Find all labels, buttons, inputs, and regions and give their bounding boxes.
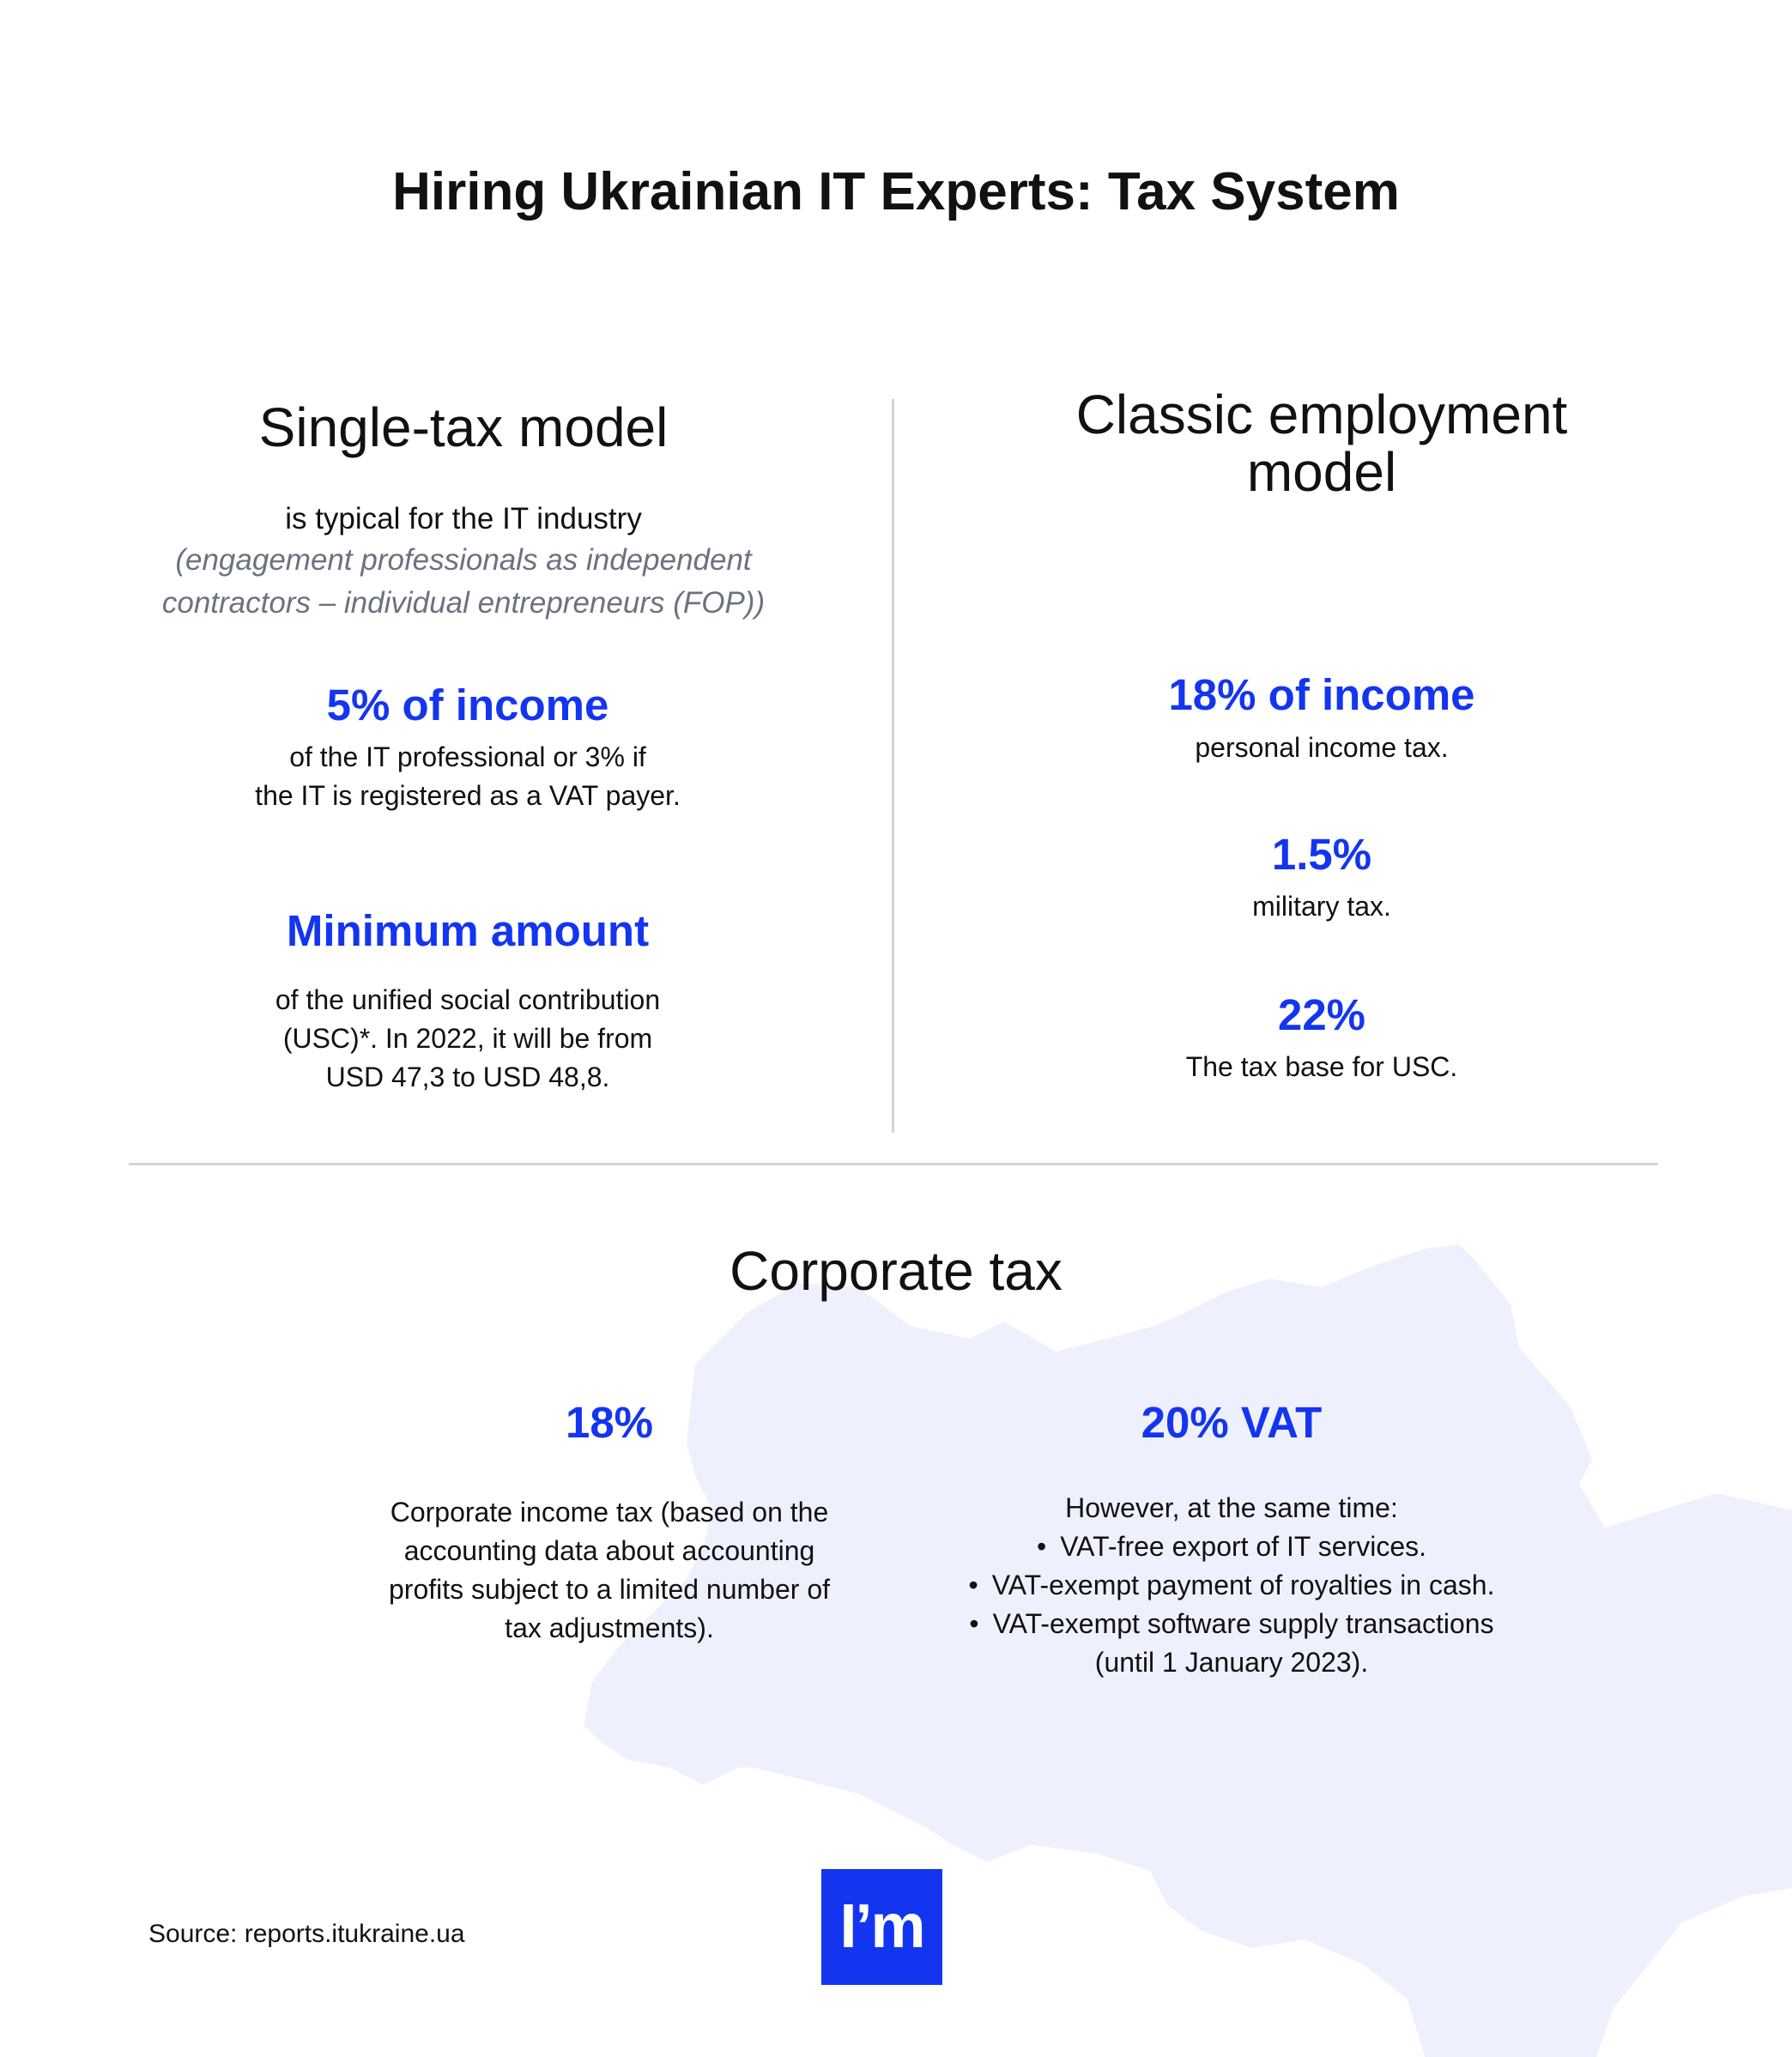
classic-heading-line1: Classic employment: [1075, 384, 1568, 445]
single-tax-min-desc-line3: USD 47,3 to USD 48,8.: [325, 1062, 610, 1092]
classic-item-desc: personal income tax.: [1195, 732, 1449, 763]
classic-item-value: 22%: [1277, 990, 1366, 1039]
single-tax-intro: is typical for the IT industry: [285, 502, 642, 535]
horizontal-divider: [129, 1163, 1658, 1165]
single-tax-min-desc-line1: of the unified social contribution: [275, 984, 661, 1015]
vat-bullet-list: [875, 1528, 1588, 1643]
single-tax-rate-desc-line1: of the IT professional or 3% if: [289, 741, 646, 772]
vat-intro: However, at the same time:: [1065, 1492, 1398, 1523]
vat-bullet-item: • VAT-free export of IT services.: [875, 1528, 1588, 1566]
corporate-heading: Corporate tax: [730, 1240, 1062, 1302]
classic-item-value: 1.5%: [1271, 830, 1372, 879]
single-tax-rate-desc-line2: the IT is registered as a VAT payer.: [255, 780, 681, 811]
single-tax-min-desc-line2: (USC)*. In 2022, it will be from: [282, 1023, 653, 1054]
single-tax-note-line2: contractors – individual entrepreneurs (FOP)): [161, 586, 766, 620]
single-tax-note-line1: (engagement professionals as independent: [175, 543, 752, 577]
classic-item-value: 18% of income: [1168, 670, 1475, 719]
single-tax-min: Minimum amount: [286, 906, 650, 955]
brand-logo: I’m: [821, 1869, 942, 1985]
classic-item-desc: military tax.: [1252, 891, 1391, 922]
vat-bullet-item: • VAT-exempt software supply transactions: [875, 1605, 1588, 1643]
page-title: Hiring Ukrainian IT Experts: Tax System: [392, 162, 1400, 221]
vertical-divider: [892, 399, 894, 1133]
single-tax-heading: Single-tax model: [258, 396, 669, 458]
corporate-income-desc-line2: accounting data about accounting: [403, 1535, 815, 1566]
vat-bullet-item: • VAT-exempt payment of royalties in cash.: [875, 1566, 1588, 1605]
classic-heading-line2: model: [1246, 441, 1397, 503]
source-text: Source: reports.itukraine.ua: [148, 1920, 465, 1948]
corporate-income-desc-line1: Corporate income tax (based on the: [390, 1497, 829, 1528]
corporate-income-desc-line4: tax adjustments).: [505, 1612, 714, 1643]
single-tax-rate: 5% of income: [326, 681, 609, 729]
classic-item-desc: The tax base for USC.: [1185, 1051, 1458, 1082]
vat-bullet-tail: (until 1 January 2023).: [1094, 1647, 1369, 1678]
corporate-income-value: 18%: [565, 1398, 654, 1447]
corporate-income-desc-line3: profits subject to a limited number of: [388, 1574, 830, 1605]
vat-value: 20% VAT: [1141, 1398, 1323, 1447]
